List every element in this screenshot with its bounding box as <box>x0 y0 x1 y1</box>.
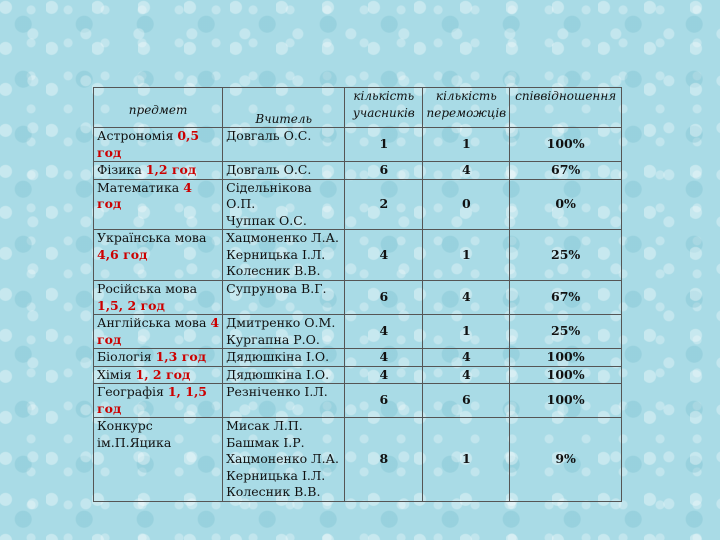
header-teacher: Вчитель <box>223 88 345 128</box>
table-row <box>94 418 622 502</box>
header-subject: предмет <box>94 88 223 128</box>
subject-name: Конкурс ім.П.Яцика <box>97 418 172 450</box>
subject-cell <box>94 230 223 281</box>
subject-cell <box>94 162 223 180</box>
teacher-name: Довгаль О.С. <box>226 162 312 177</box>
ratio-cell: 25% <box>510 315 622 349</box>
subject-name: Хімія <box>97 366 132 382</box>
ratio-cell: 100% <box>510 349 622 367</box>
participants-cell: 2 <box>345 179 423 230</box>
subject-name: Фізика <box>97 162 142 177</box>
ratio-cell: 9% <box>510 418 622 502</box>
subject-hours: 1,5, 2 год <box>97 297 165 313</box>
teacher-name: Башмак І.Р. <box>226 434 305 450</box>
subject-hours: 1, 1,5 год <box>97 384 208 416</box>
teacher-cell <box>223 349 345 367</box>
teacher-name: Дядюшкіна І.О. <box>226 366 330 382</box>
subject-hours: 1,3 год <box>155 349 207 364</box>
teacher-cell <box>223 281 345 315</box>
subject-cell <box>94 315 223 349</box>
header-winners: кількість переможців <box>423 88 510 128</box>
teacher-name: Резніченко І.Л. <box>226 384 328 399</box>
teacher-cell <box>223 179 345 230</box>
subject-name: Біологія <box>97 349 152 364</box>
ratio-cell: 67% <box>510 162 622 180</box>
subject-name: Географія <box>97 384 164 399</box>
teacher-cell <box>223 366 345 384</box>
subject-cell <box>94 366 223 384</box>
subject-hours: 4 год <box>97 315 220 347</box>
subject-hours: 1, 2 год <box>135 366 191 382</box>
subject-hours: 1,2 год <box>145 162 197 177</box>
participants-cell: 6 <box>345 384 423 418</box>
ratio-cell: 67% <box>510 281 622 315</box>
participants-cell: 1 <box>345 128 423 162</box>
subject-cell <box>94 349 223 367</box>
participants-cell: 8 <box>345 418 423 502</box>
subject-cell <box>94 128 223 162</box>
teacher-cell <box>223 315 345 349</box>
teacher-name: Довгаль О.С. <box>226 128 312 143</box>
winners-cell: 4 <box>423 281 510 315</box>
table-row <box>94 179 622 230</box>
subject-cell <box>94 418 223 502</box>
teacher-name: Сідельнікова О.П. <box>226 179 312 211</box>
winners-cell: 0 <box>423 179 510 230</box>
header-participants: кількість учасників <box>345 88 423 128</box>
ratio-cell: 100% <box>510 384 622 418</box>
table-row <box>94 281 622 315</box>
table-row <box>94 230 622 281</box>
teacher-name: Колесник В.В. <box>226 484 321 499</box>
participants-cell: 6 <box>345 281 423 315</box>
subject-hours: 4,6 год <box>97 246 148 262</box>
ratio-cell: 100% <box>510 128 622 162</box>
ratio-cell: 0% <box>510 179 622 230</box>
teacher-name: Чуппак О.С. <box>226 212 307 228</box>
teacher-name: Дмитренко О.М. <box>226 315 336 330</box>
subject-name: Математика <box>97 179 180 195</box>
olympiad-results-table <box>93 87 622 502</box>
ratio-cell: 100% <box>510 366 622 384</box>
winners-cell: 1 <box>423 230 510 281</box>
teacher-cell <box>223 384 345 418</box>
teacher-name: Колесник В.В. <box>226 263 321 278</box>
subject-name: Російська мова <box>97 281 198 296</box>
participants-cell: 4 <box>345 349 423 367</box>
teacher-name: Дядюшкіна І.О. <box>226 349 330 364</box>
subject-hours: 0,5 год <box>97 128 200 160</box>
table-body <box>94 128 622 502</box>
subject-cell <box>94 179 223 230</box>
table-row <box>94 366 622 384</box>
participants-cell: 4 <box>345 230 423 281</box>
winners-cell: 4 <box>423 366 510 384</box>
subject-hours: 4 год <box>97 179 192 211</box>
teacher-cell <box>223 230 345 281</box>
teacher-cell <box>223 162 345 180</box>
subject-name: Астрономія <box>97 128 174 143</box>
participants-cell: 4 <box>345 366 423 384</box>
table-row <box>94 162 622 180</box>
table-row <box>94 384 622 418</box>
teacher-name: Хацмоненко Л.А. <box>226 230 339 245</box>
winners-cell: 6 <box>423 384 510 418</box>
teacher-name: Керницька І.Л. <box>226 467 326 483</box>
winners-cell: 1 <box>423 128 510 162</box>
table-row <box>94 349 622 367</box>
table-header-row <box>94 88 622 128</box>
table-row <box>94 128 622 162</box>
winners-cell: 1 <box>423 418 510 502</box>
teacher-cell <box>223 128 345 162</box>
teacher-name: Хацмоненко Л.А. <box>226 451 339 466</box>
winners-cell: 1 <box>423 315 510 349</box>
teacher-name: Супрунова В.Г. <box>226 281 327 296</box>
winners-cell: 4 <box>423 162 510 180</box>
subject-name: Англійська мова <box>97 315 207 330</box>
results-table-container <box>93 87 622 499</box>
subject-name: Українська мова <box>97 230 207 245</box>
header-ratio: співвідношення <box>510 88 622 128</box>
participants-cell: 6 <box>345 162 423 180</box>
participants-cell: 4 <box>345 315 423 349</box>
winners-cell: 4 <box>423 349 510 367</box>
table-row <box>94 315 622 349</box>
ratio-cell: 25% <box>510 230 622 281</box>
subject-cell <box>94 281 223 315</box>
teacher-name: Кургапна Р.О. <box>226 331 320 347</box>
teacher-cell <box>223 418 345 502</box>
teacher-name: Керницька І.Л. <box>226 246 326 262</box>
teacher-name: Мисак Л.П. <box>226 418 303 433</box>
subject-cell <box>94 384 223 418</box>
